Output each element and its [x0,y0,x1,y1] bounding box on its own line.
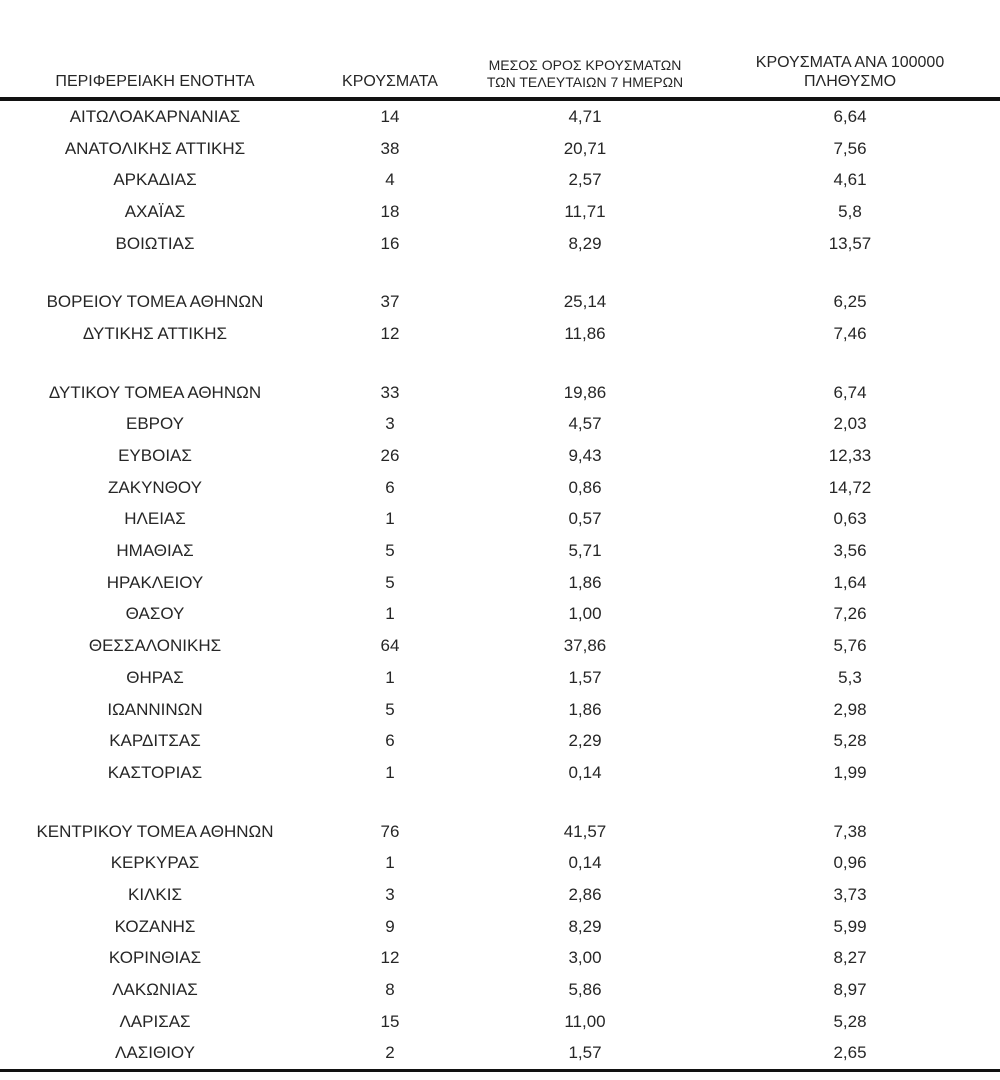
per100k-cell: 1,64 [833,572,867,592]
cases-cell: 6 [385,477,395,497]
avg7-cell: 0,14 [568,853,602,873]
avg7-cell: 11,00 [564,1011,606,1031]
per100k-cell: 1,99 [833,762,867,782]
per100k-cell: 6,64 [833,106,867,126]
cases-cell: 5 [385,699,395,719]
cases-cell: 4 [385,170,395,190]
spacer-cell [0,259,1000,286]
cases-cell: 3 [385,884,395,904]
table-row [0,662,1000,694]
table-row [0,318,1000,350]
table-row [0,409,1000,441]
table-row [0,440,1000,472]
col-header-cases [310,0,470,99]
col-header-per100k [700,0,1000,99]
avg7-cell: 0,57 [568,509,602,529]
cases-cell: 1 [385,762,395,782]
region-cell: ΑΧΑΪΑΣ [124,201,186,221]
spacer-row [0,259,1000,286]
table-row [0,228,1000,260]
table-row [0,196,1000,228]
region-cell: ΘΗΡΑΣ [126,667,184,687]
table-row [0,847,1000,879]
table-row [0,694,1000,726]
col-header-per100k-line1: ΚΡΟΥΣΜΑΤΑ ΑΝΑ 100000 [755,54,945,71]
col-header-region-label: ΠΕΡΙΦΕΡΕΙΑΚΗ ΕΝΟΤΗΤΑ [55,73,255,90]
avg7-cell: 8,29 [568,233,602,253]
region-cell: ΛΑΣΙΘΙΟΥ [115,1043,195,1063]
per100k-cell: 0,96 [833,853,867,873]
table-header-row [0,0,1000,99]
cases-cell: 16 [380,233,400,253]
avg7-cell: 4,71 [568,106,602,126]
col-header-avg7days [470,0,700,99]
region-cell: ΑΝΑΤΟΛΙΚΗΣ ΑΤΤΙΚΗΣ [64,138,246,158]
avg7-cell: 41,57 [563,821,607,841]
table-row [0,164,1000,196]
region-cell: ΔΥΤΙΚΗΣ ΑΤΤΙΚΗΣ [82,323,228,343]
spacer-cell [0,350,1000,377]
col-header-avg7days-line2: ΤΩΝ ΤΕΛΕΥΤΑΙΩΝ 7 ΗΜΕΡΩΝ [486,74,684,90]
per100k-cell: 7,56 [833,138,867,158]
avg7-cell: 11,71 [564,201,606,221]
cases-cell: 5 [385,541,395,561]
cases-cell: 6 [385,731,395,751]
table-row [0,816,1000,848]
table-row [0,911,1000,943]
per100k-cell: 14,72 [828,477,872,497]
region-cell: ΙΩΑΝΝΙΝΩΝ [107,699,203,719]
region-cell: ΚΑΡΔΙΤΣΑΣ [109,731,201,751]
cases-cell: 18 [380,201,400,221]
cases-cell: 5 [385,572,395,592]
region-cell: ΒΟΙΩΤΙΑΣ [115,233,195,253]
avg7-cell: 2,29 [568,731,602,751]
per100k-cell: 3,73 [833,884,867,904]
region-cell: ΔΥΤΙΚΟΥ ΤΟΜΕΑ ΑΘΗΝΩΝ [48,382,262,402]
spacer-cell [0,789,1000,816]
cases-cell: 64 [380,636,400,656]
table-row [0,725,1000,757]
region-cell: ΚΟΡΙΝΘΙΑΣ [108,948,202,968]
table-row [0,943,1000,975]
per100k-cell: 8,27 [833,948,867,968]
per100k-cell: 5,3 [838,667,862,687]
avg7-cell: 19,86 [563,382,607,402]
table-row [0,599,1000,631]
per100k-cell: 6,25 [833,292,867,312]
per100k-cell: 5,28 [833,731,867,751]
cases-cell: 1 [385,667,395,687]
per100k-cell: 0,63 [833,509,867,529]
col-header-region [0,0,310,99]
avg7-cell: 1,00 [568,604,602,624]
region-cell: ΚΙΛΚΙΣ [128,884,182,904]
per100k-cell: 5,8 [838,201,862,221]
region-cell: ΑΡΚΑΔΙΑΣ [113,170,197,190]
avg7-cell: 20,71 [563,138,607,158]
table-row [0,1038,1000,1071]
region-cell: ΚΕΝΤΡΙΚΟΥ ΤΟΜΕΑ ΑΘΗΝΩΝ [36,821,274,841]
avg7-cell: 9,43 [568,446,602,466]
avg7-cell: 3,00 [568,948,602,968]
table-row [0,567,1000,599]
table-row [0,1006,1000,1038]
region-cell: ΒΟΡΕΙΟΥ ΤΟΜΕΑ ΑΘΗΝΩΝ [46,292,264,312]
table-row [0,286,1000,318]
col-header-cases-label: ΚΡΟΥΣΜΑΤΑ [342,73,438,90]
avg7-cell: 2,86 [568,884,602,904]
per100k-cell: 5,28 [833,1011,867,1031]
avg7-cell: 25,14 [563,292,607,312]
avg7-cell: 1,86 [568,572,602,592]
spacer-row [0,789,1000,816]
cases-cell: 3 [385,414,395,434]
cases-cell: 38 [380,138,400,158]
cases-cell: 1 [385,604,395,624]
per100k-cell: 2,98 [833,699,867,719]
per100k-cell: 2,65 [833,1043,867,1063]
region-cell: ΚΑΣΤΟΡΙΑΣ [107,762,203,782]
avg7-cell: 1,57 [568,667,602,687]
table-row [0,535,1000,567]
region-cell: ΚΟΖΑΝΗΣ [114,916,196,936]
per100k-cell: 6,74 [833,382,867,402]
cases-cell: 1 [385,853,395,873]
region-cell: ΚΕΡΚΥΡΑΣ [110,853,200,873]
cases-cell: 76 [380,821,400,841]
cases-cell: 15 [380,1011,400,1031]
avg7-cell: 11,86 [564,323,606,343]
region-cell: ΑΙΤΩΛΟΑΚΑΡΝΑΝΙΑΣ [69,106,241,126]
cases-cell: 2 [385,1043,395,1063]
per100k-cell: 7,46 [833,323,867,343]
table-row [0,757,1000,789]
per100k-cell: 2,03 [833,414,867,434]
cases-cell: 14 [380,106,400,126]
region-cell: ΗΡΑΚΛΕΙΟΥ [106,572,204,592]
avg7-cell: 8,29 [568,916,602,936]
cases-cell: 33 [380,382,400,402]
cases-cell: 8 [385,980,395,1000]
region-cell: ΕΥΒΟΙΑΣ [118,446,192,466]
region-cell: ΕΒΡΟΥ [125,414,185,434]
per100k-cell: 5,76 [833,636,867,656]
avg7-cell: 37,86 [563,636,607,656]
table-header [0,0,1000,99]
col-header-avg7days-line1: ΜΕΣΟΣ ΟΡΟΣ ΚΡΟΥΣΜΑΤΩΝ [488,57,682,73]
table-row [0,504,1000,536]
cases-cell: 9 [385,916,395,936]
per100k-cell: 8,97 [833,980,867,1000]
col-header-per100k-line2: ΠΛΗΘΥΣΜΟ [803,73,897,90]
per100k-cell: 3,56 [833,541,867,561]
per100k-cell: 7,26 [833,604,867,624]
cases-cell: 37 [380,292,400,312]
per100k-cell: 5,99 [833,916,867,936]
avg7-cell: 1,86 [568,699,602,719]
avg7-cell: 5,86 [568,980,602,1000]
table-row [0,472,1000,504]
cases-cell: 1 [385,509,395,529]
region-cell: ΛΑΚΩΝΙΑΣ [112,980,198,1000]
region-cell: ΛΑΡΙΣΑΣ [119,1011,191,1031]
avg7-cell: 4,57 [568,414,602,434]
table-row [0,377,1000,409]
region-cell: ΘΕΣΣΑΛΟΝΙΚΗΣ [88,636,222,656]
table-row [0,974,1000,1006]
table-row [0,133,1000,165]
region-cell: ΗΛΕΙΑΣ [124,509,186,529]
region-cell: ΗΜΑΘΙΑΣ [116,541,194,561]
per100k-cell: 7,38 [833,821,867,841]
cases-cell: 26 [380,446,400,466]
cases-cell: 12 [380,323,400,343]
cases-cell: 12 [380,948,400,968]
table-row [0,630,1000,662]
per100k-cell: 13,57 [828,233,872,253]
spacer-row [0,350,1000,377]
per100k-cell: 12,33 [828,446,872,466]
table-row [0,99,1000,133]
avg7-cell: 2,57 [568,170,602,190]
region-cell: ΘΑΣΟΥ [125,604,185,624]
avg7-cell: 1,57 [568,1043,602,1063]
region-cell: ΖΑΚΥΝΘΟΥ [108,477,202,497]
table-body [0,99,1000,1071]
per100k-cell: 4,61 [833,170,867,190]
table-row [0,879,1000,911]
avg7-cell: 0,14 [568,762,602,782]
avg7-cell: 0,86 [568,477,602,497]
avg7-cell: 5,71 [568,541,602,561]
